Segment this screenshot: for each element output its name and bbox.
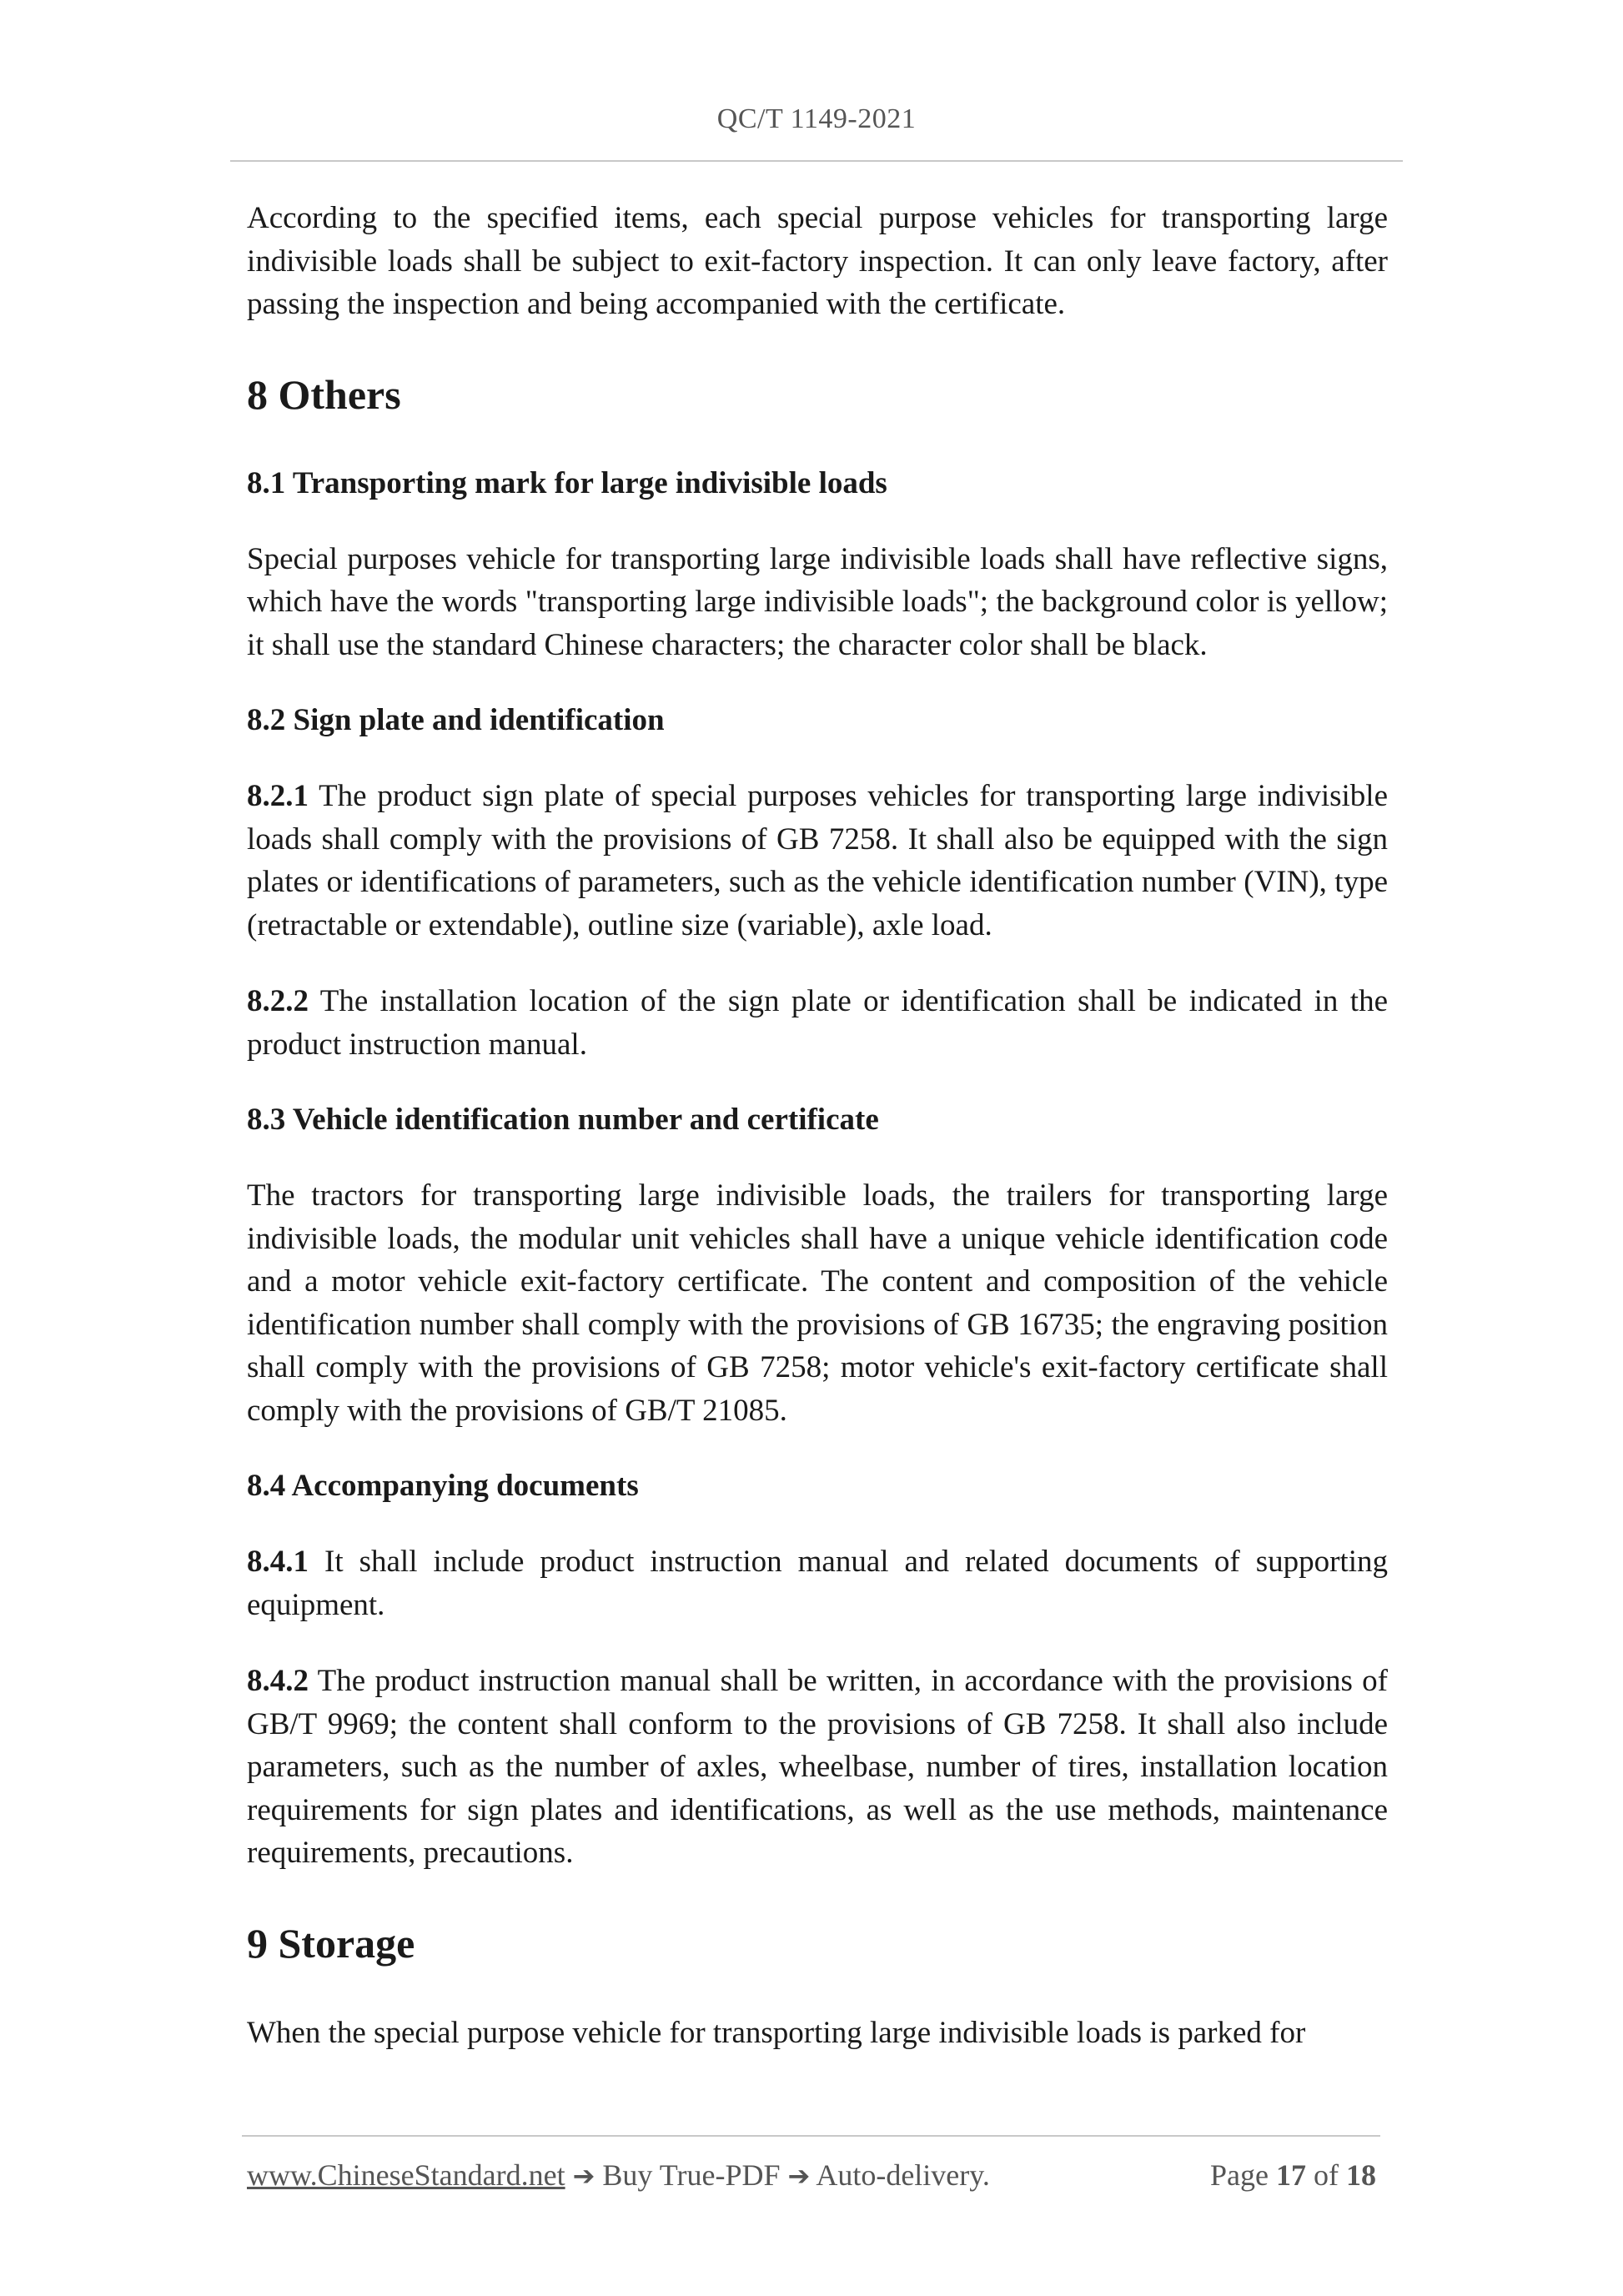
arrow-right-icon: ➔ xyxy=(787,2160,811,2192)
clause-text: The product sign plate of special purposes vehicles for transporting large indivisible loads shall comply with the provisions of GB 7258. It shall also be equipped with the sign plates or identifications of parameters, such as the vehicle identification number (VIN), type (retractable or extendable), outline size (variable), axle load. xyxy=(247,779,1388,942)
buy-text: Buy True-PDF xyxy=(595,2158,788,2192)
intro-paragraph: According to the specified items, each special purpose vehicles for transporting large indivisible loads shall be subject to exit-factory inspection. It can only leave factory, after passing the inspection and being accompanied with the certificate. xyxy=(247,201,1388,321)
document-body xyxy=(247,197,1388,2088)
current-page: 17 xyxy=(1276,2158,1306,2192)
footer-links xyxy=(247,2158,990,2193)
clause-number: 8.2.1 xyxy=(247,779,309,813)
section-8-2-1-paragraph xyxy=(247,775,1388,947)
page-label: Page xyxy=(1210,2158,1276,2192)
header-divider xyxy=(230,160,1403,162)
section-8-1-paragraph: Special purposes vehicle for transporting large indivisible loads shall have reflective signs, which have the words "transporting large indivisible loads"; the background color is yellow; it shall use the standard Chinese characters; the character color shall be black. xyxy=(247,541,1388,662)
delivery-text: Auto-delivery. xyxy=(810,2158,990,2192)
clause-text: It shall include product instruction manual and related documents of supporting equipment. xyxy=(247,1545,1388,1622)
section-8-3-paragraph: The tractors for transporting large indivisible loads, the trailers for transporting large indivisible loads, the modular unit vehicles shall have a unique vehicle identification code and a motor vehicle exit-factory certificate. The content and composition of the vehicle identification number shall comply with the provisions of GB 16735; the engraving position shall comply with the provisions of GB 7258; motor vehicle's exit-factory certificate shall comply with the provisions of GB/T 21085. xyxy=(247,1178,1388,1428)
section-8-4-heading: 8.4 Accompanying documents xyxy=(247,1469,639,1503)
site-link[interactable]: www.ChineseStandard.net xyxy=(247,2158,565,2192)
page-header: QC/T 1149-2021 xyxy=(716,103,917,134)
section-8-2-heading: 8.2 Sign plate and identification xyxy=(247,703,665,737)
arrow-right-icon: ➔ xyxy=(572,2160,595,2192)
section-9-paragraph: When the special purpose vehicle for transporting large indivisible loads is parked for xyxy=(247,2015,1306,2050)
clause-number: 8.4.1 xyxy=(247,1545,309,1579)
page-number xyxy=(1210,2158,1376,2193)
section-8-4-1-paragraph xyxy=(247,1540,1388,1626)
section-9-heading: 9 Storage xyxy=(247,1919,415,1967)
section-8-3-heading: 8.3 Vehicle identification number and certificate xyxy=(247,1103,879,1137)
section-8-2-2-paragraph xyxy=(247,980,1388,1066)
clause-text: The product instruction manual shall be written, in accordance with the provisions of GB/T 9969; the content shall conform to the provisions of GB 7258. It shall also include parameters, such as the number of axles, wheelbase, number of tires, installation location requirements for sign plates and identifications, as well as the use methods, maintenance requirements, precautions. xyxy=(247,1664,1388,1870)
footer-divider xyxy=(242,2135,1380,2137)
of-label: of xyxy=(1306,2158,1346,2192)
section-8-4-2-paragraph xyxy=(247,1660,1388,1875)
section-8-heading: 8 Others xyxy=(247,370,401,418)
clause-text: The installation location of the sign plate or identification shall be indicated in the product instruction manual. xyxy=(247,984,1388,1062)
total-pages: 18 xyxy=(1346,2158,1376,2192)
clause-number: 8.4.2 xyxy=(247,1664,309,1698)
clause-number: 8.2.2 xyxy=(247,984,309,1018)
section-8-1-heading: 8.1 Transporting mark for large indivisible loads xyxy=(247,465,887,500)
